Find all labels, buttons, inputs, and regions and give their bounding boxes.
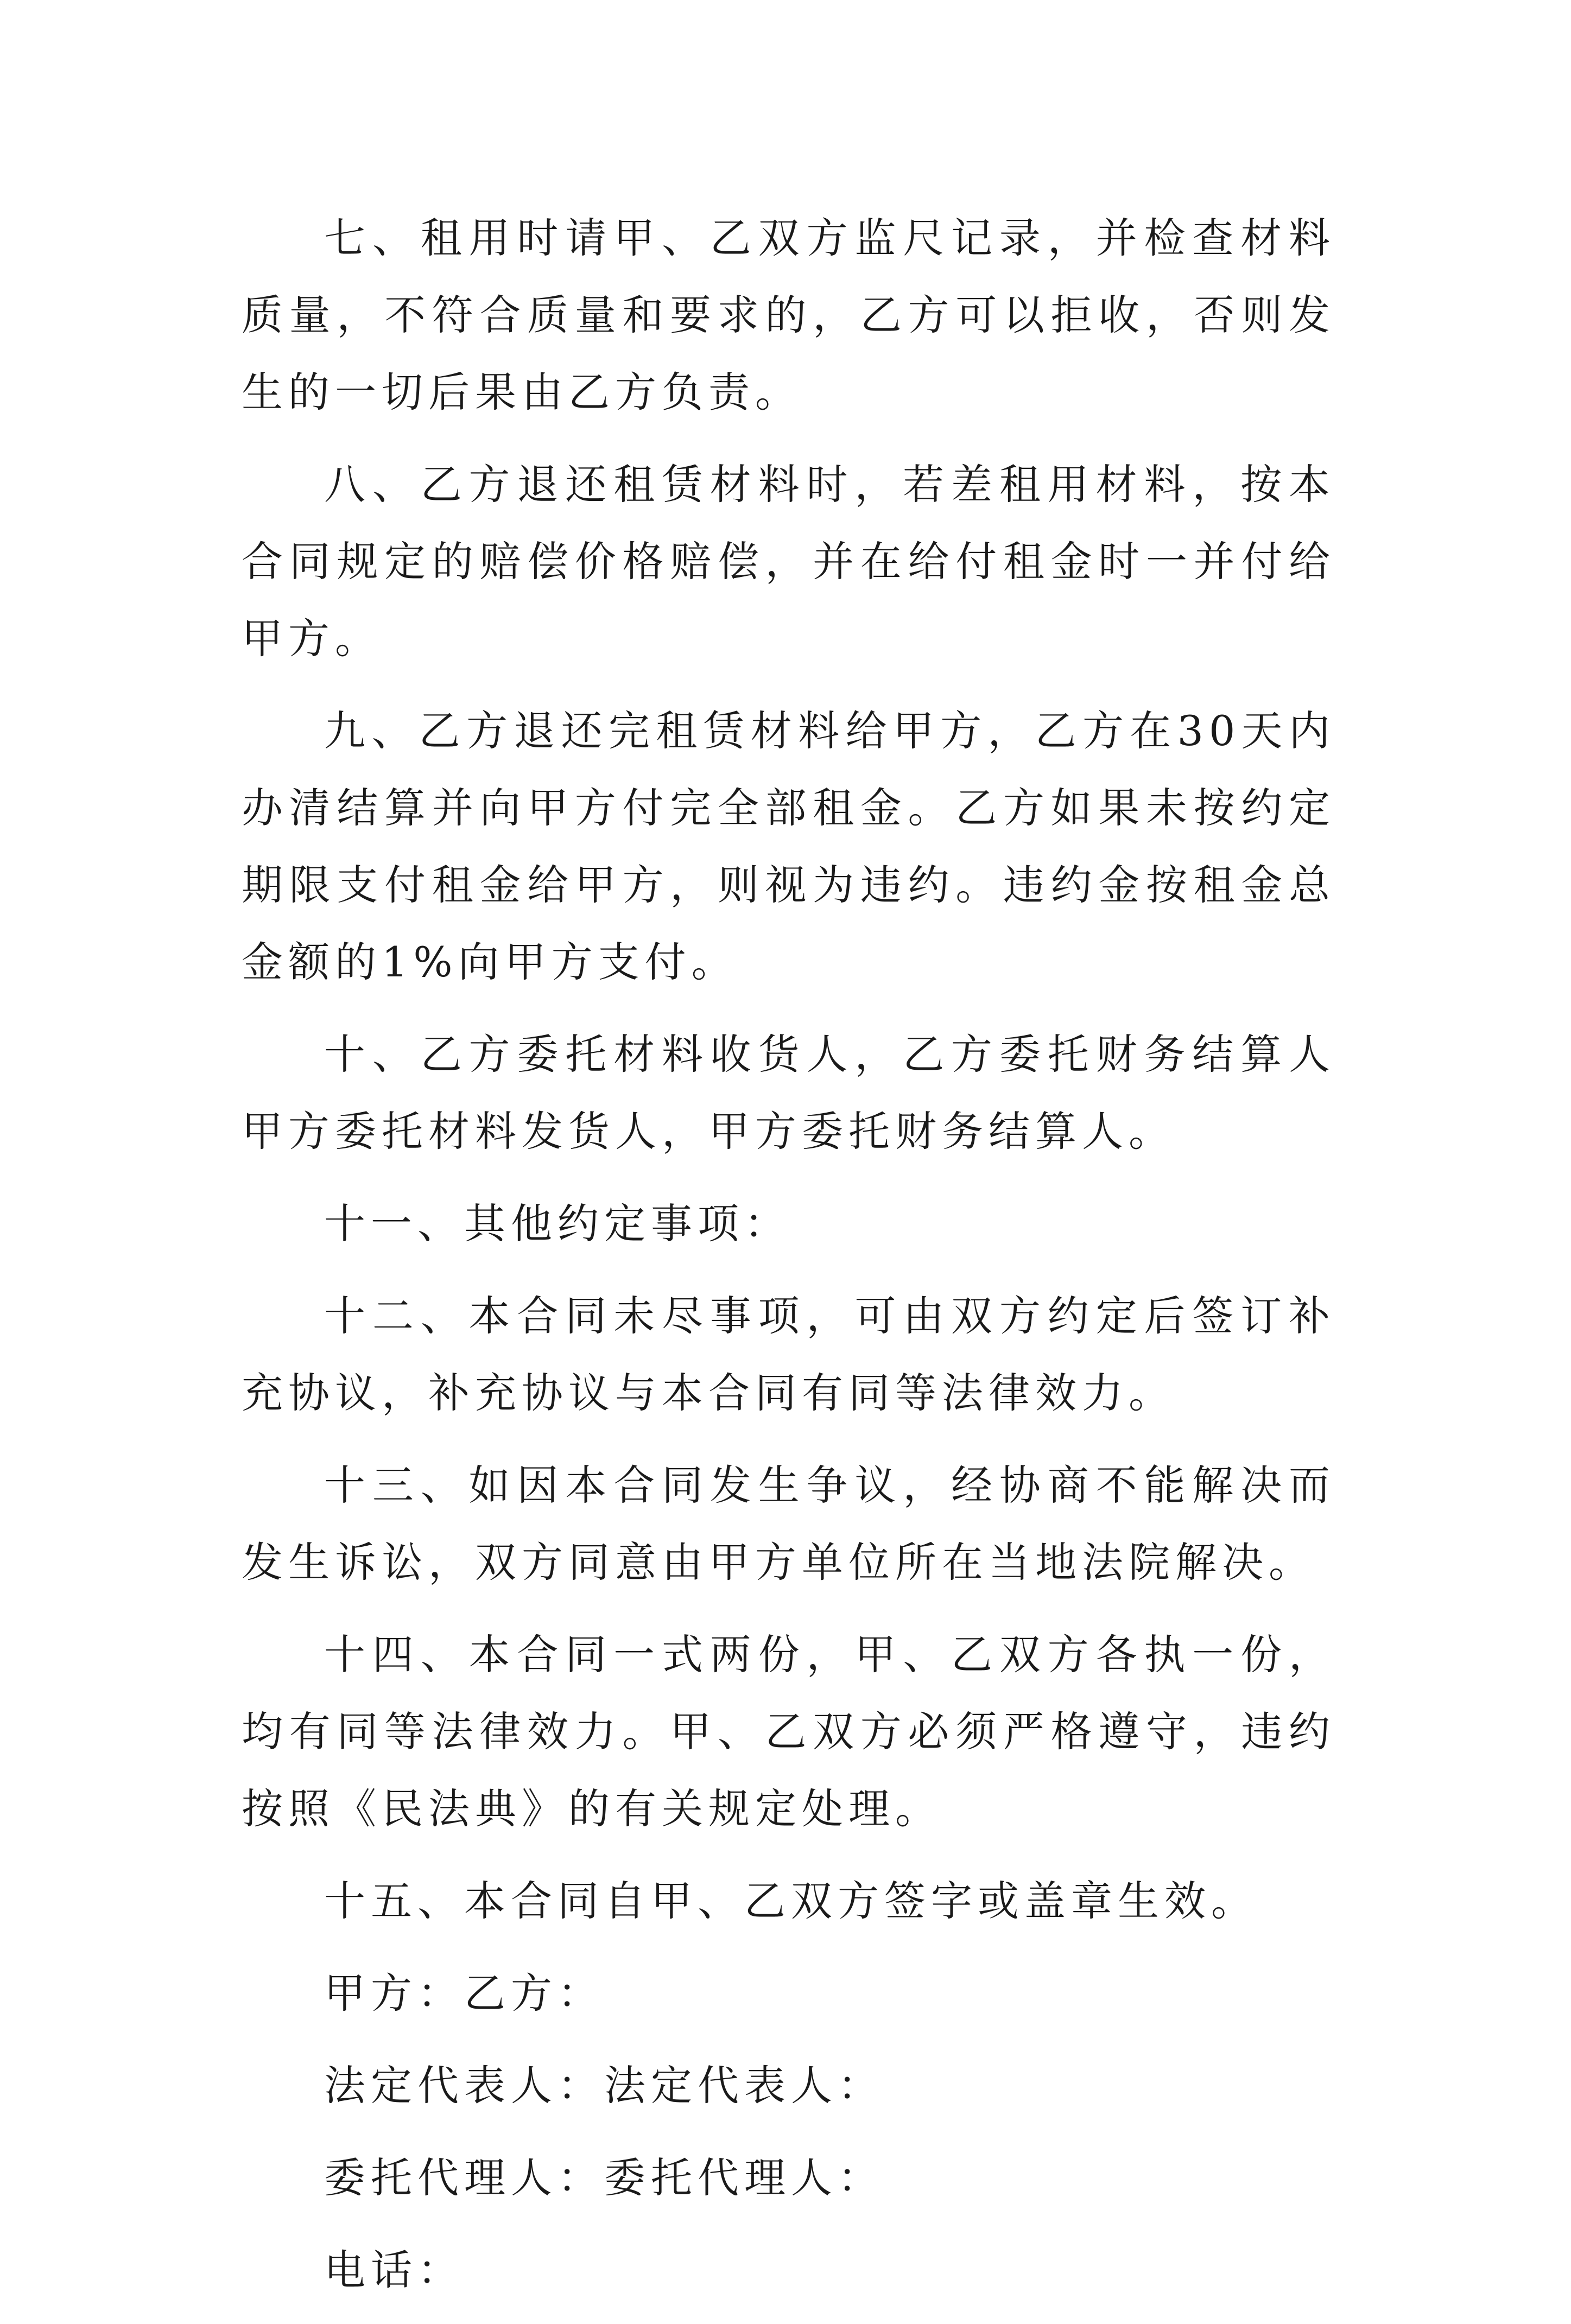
clause-10: 十、乙方委托材料收货人，乙方委托财务结算人甲方委托材料发货人，甲方委托财务结算人。 — [242, 1030, 1335, 1155]
clause-9: 九、乙方退还完租赁材料给甲方，乙方在30天内办清结算并向甲方付完全部租金。乙方如果未按约定期限支付租金给甲方，则视为违约。违约金按租金总金额的1%向甲方支付。 — [242, 707, 1335, 986]
signature-agent: 委托代理人：委托代理人： — [324, 2154, 884, 2202]
signature-legal-rep: 法定代表人：法定代表人： — [324, 2061, 884, 2110]
clause-15: 十五、本合同自甲、乙双方签字或盖章生效。 — [324, 1877, 1258, 1925]
clause-13: 十三、如因本合同发生争议，经协商不能解决而发生诉讼，双方同意由甲方单位所在当地法院解决。 — [242, 1461, 1335, 1586]
clause-12: 十二、本合同未尽事项，可由双方约定后签订补充协议，补充协议与本合同有同等法律效力。 — [242, 1292, 1335, 1417]
signature-parties: 甲方：乙方： — [324, 1969, 604, 2017]
signature-phone: 电话： — [324, 2246, 464, 2294]
contract-body — [242, 200, 1335, 2324]
clause-14: 十四、本合同一式两份，甲、乙双方各执一份，均有同等法律效力。甲、乙双方必须严格遵守，违约按照《民法典》的有关规定处理。 — [242, 1630, 1335, 1833]
clause-8: 八、乙方退还租赁材料时，若差租用材料，按本合同规定的赔偿价格赔偿，并在给付租金时一并付给甲方。 — [242, 460, 1335, 663]
clause-11: 十一、其他约定事项： — [324, 1199, 791, 1248]
clause-7: 七、租用时请甲、乙双方监尺记录，并检查材料质量，不符合质量和要求的，乙方可以拒收，否则发生的一切后果由乙方负责。 — [242, 214, 1335, 416]
